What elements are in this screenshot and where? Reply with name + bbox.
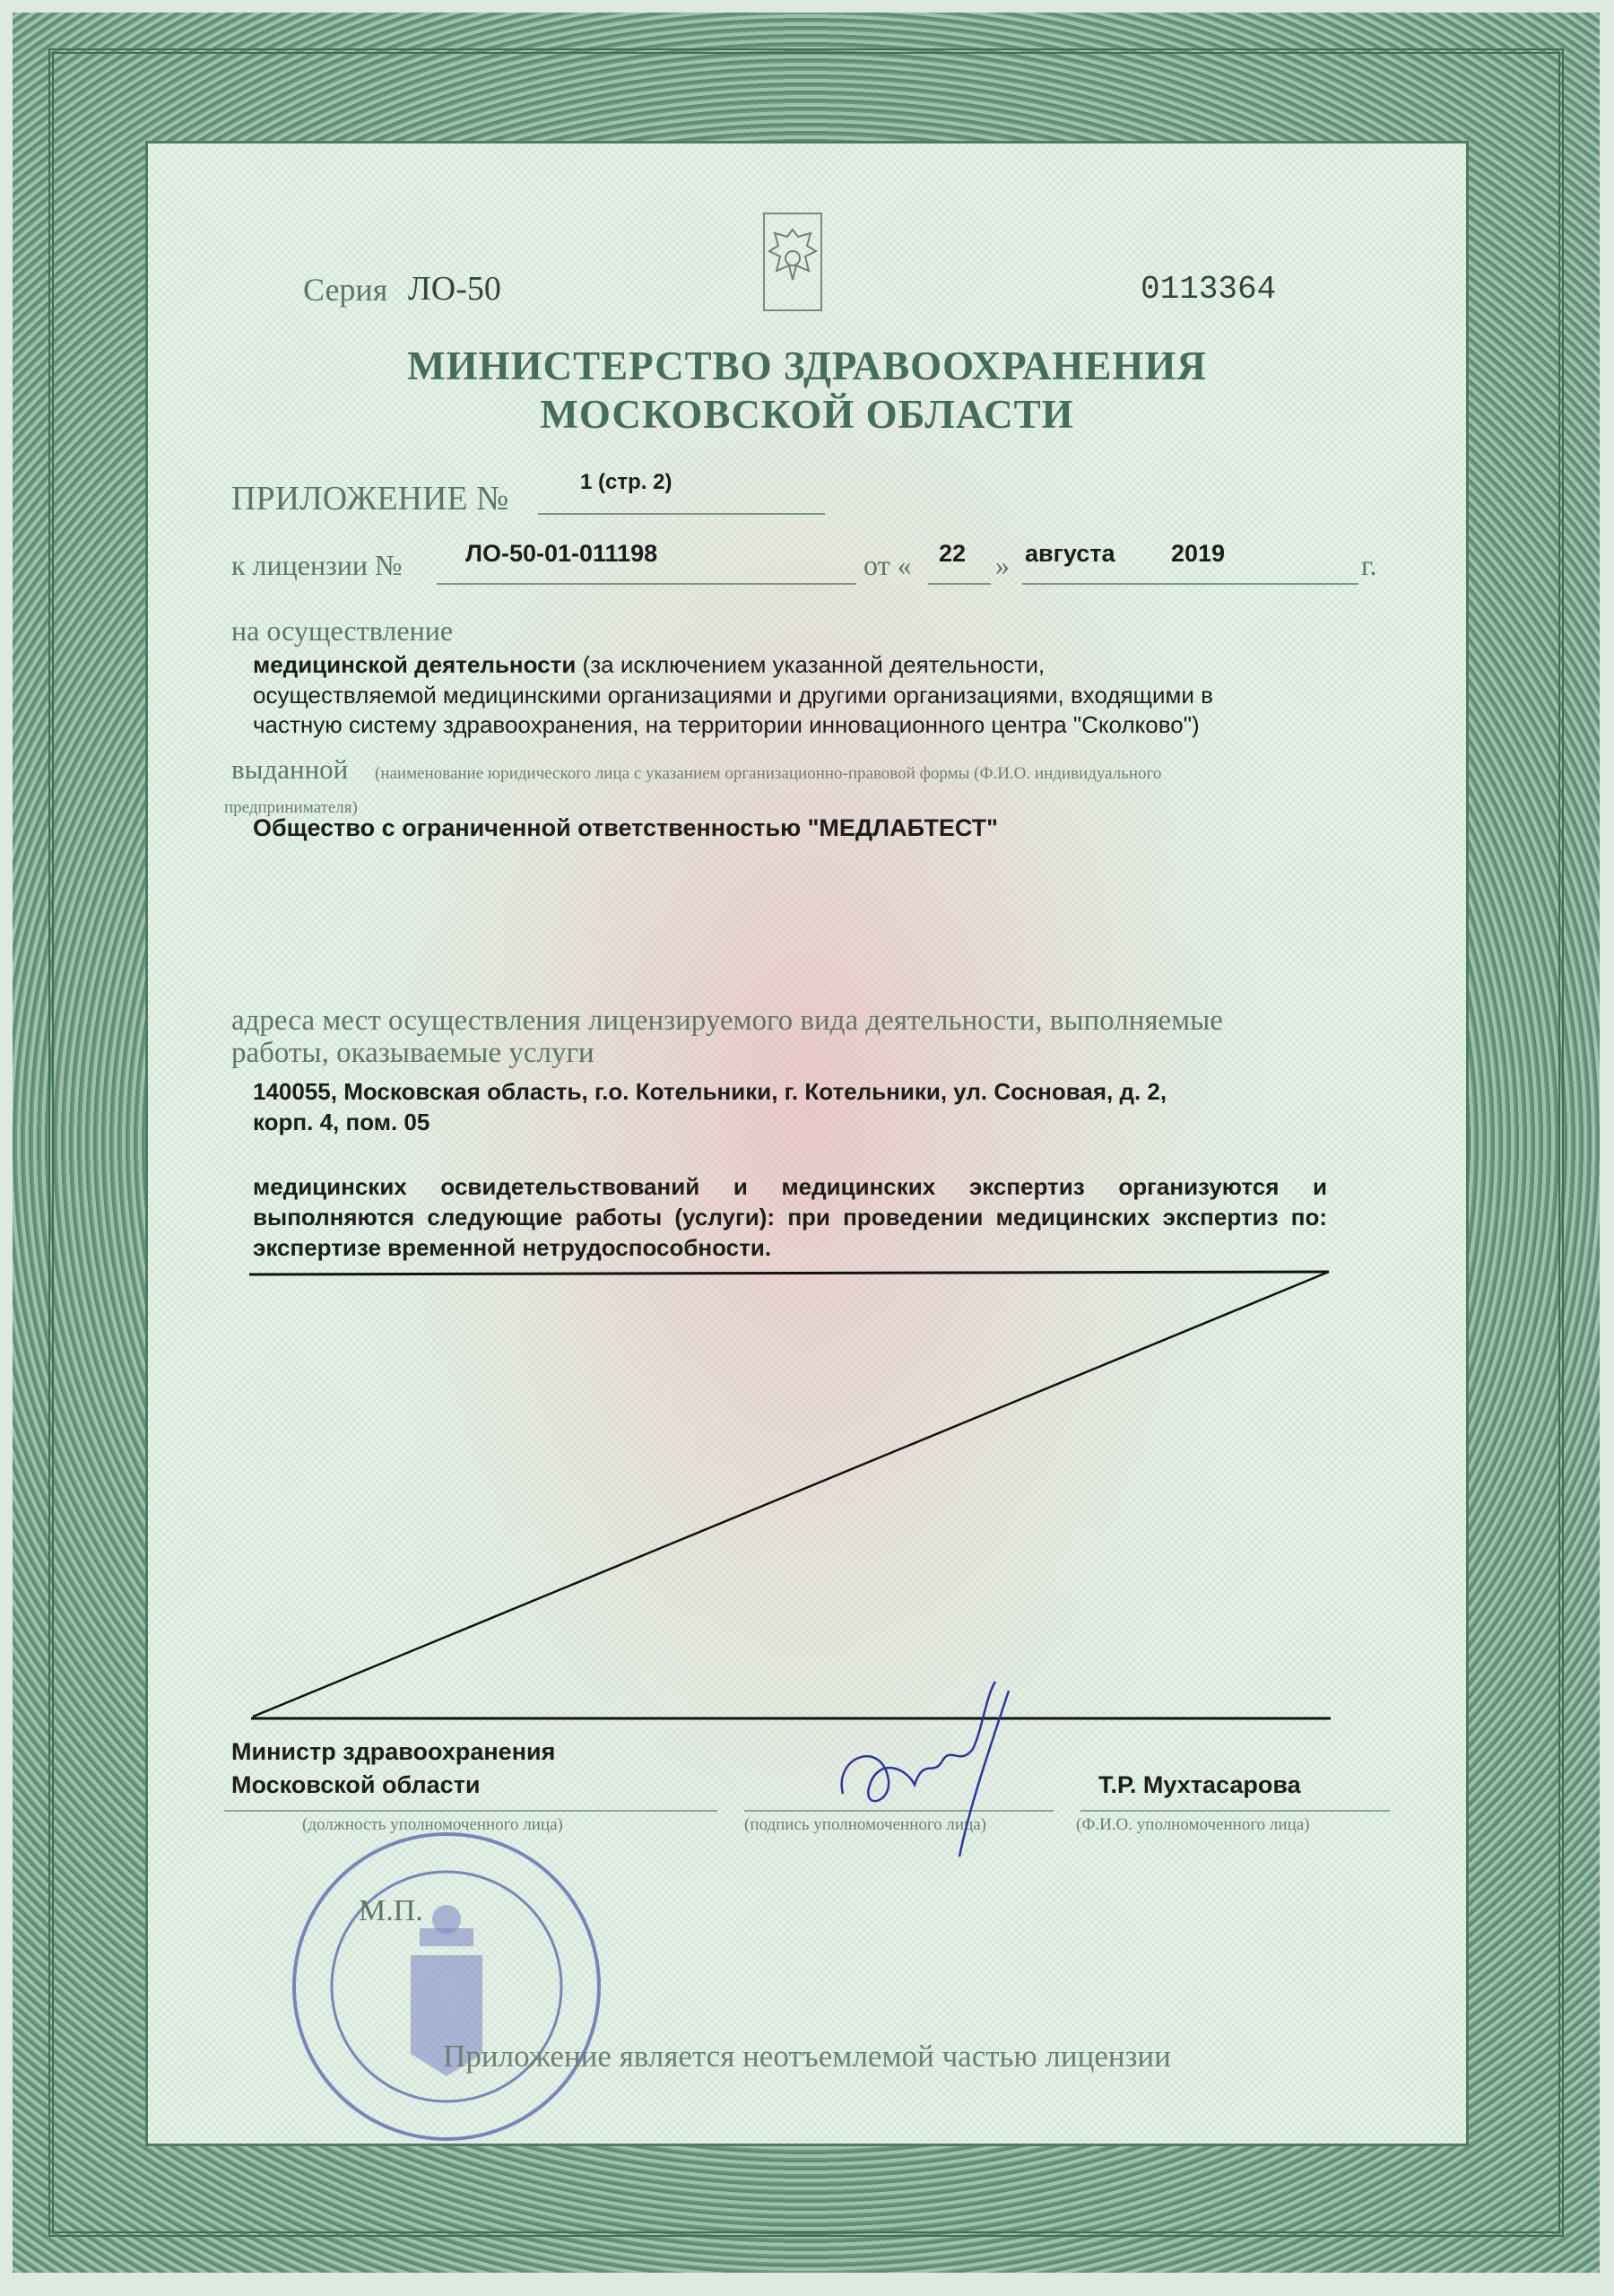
handwritten-signature bbox=[825, 1677, 1031, 1866]
license-month: августа bbox=[1025, 540, 1115, 567]
license-year-suffix: г. bbox=[1361, 549, 1377, 581]
official-stamp bbox=[285, 1821, 608, 2152]
license-number: ЛО-50-01-011198 bbox=[465, 540, 658, 567]
issued-hint2: предпринимателя) bbox=[224, 798, 358, 817]
issued-label: выданной bbox=[231, 753, 349, 785]
issued-organization: Общество с ограниченной ответственностью "МЕДЛАБТЕСТ" bbox=[253, 814, 998, 841]
caption-position: (должность уполномоченного лица) bbox=[302, 1815, 563, 1834]
appendix-label: ПРИЛОЖЕНИЕ № bbox=[231, 480, 509, 517]
signer-position-line1: Министр здравоохранения bbox=[231, 1738, 556, 1765]
addresses-label-line1: адреса мест осуществления лицензируемого вида деятельности, выполняемые bbox=[231, 1004, 1223, 1037]
diagonal-strike-line bbox=[253, 1272, 1329, 1717]
ministry-title-line2: МОСКОВСКОЙ ОБЛАСТИ bbox=[540, 392, 1074, 437]
activity-bold: медицинской деятельности bbox=[253, 651, 577, 678]
license-close-quote: » bbox=[995, 549, 1010, 581]
top-rule-line bbox=[249, 1272, 1329, 1274]
license-day: 22 bbox=[939, 540, 967, 567]
ministry-title-line1: МИНИСТЕРСТВО ЗДРАВООХРАНЕНИЯ bbox=[407, 344, 1207, 388]
activity-line2: осуществляемой медицинскими организациями и другими организациями, входящими в bbox=[253, 682, 1213, 709]
addresses-label-line2: работы, оказываемые услуги bbox=[231, 1037, 594, 1069]
issued-hint1: (наименование юридического лица с указанием организационно-правовой формы (Ф.И.О. индивидуального bbox=[375, 764, 1162, 783]
signer-name: Т.Р. Мухтасарова bbox=[1098, 1771, 1301, 1798]
appendix-number: 1 (стр. 2) bbox=[580, 470, 672, 494]
signer-position-line2: Московской области bbox=[231, 1771, 481, 1798]
seal-label: М.П. bbox=[359, 1894, 423, 1927]
footer-note: Приложение является неотъемлемой частью лицензии bbox=[443, 2039, 1171, 2074]
license-year: 2019 bbox=[1171, 540, 1226, 567]
services-text: медицинских освидетельствований и медицинских экспертиз организуются и выполняются следующие работы (услуги): при проведении медицинских экспертиз по: экспертизе временной нетрудоспособности. bbox=[253, 1173, 1327, 1261]
caption-signature: (подпись уполномоченного лица) bbox=[744, 1815, 987, 1834]
form-number: 0113364 bbox=[1141, 271, 1277, 308]
activity-line3: частную систему здравоохранения, на территории инновационного центра "Сколково") bbox=[253, 711, 1200, 738]
license-label: к лицензии № bbox=[231, 549, 403, 581]
caption-name: (Ф.И.О. уполномоченного лица) bbox=[1076, 1815, 1310, 1834]
series-label: Серия bbox=[303, 272, 388, 308]
address-line2: корп. 4, пом. 05 bbox=[253, 1109, 430, 1135]
activity-line1-rest: (за исключением указанной деятельности, bbox=[576, 651, 1046, 678]
address-line1: 140055, Московская область, г.о. Котельники, г. Котельники, ул. Сосновая, д. 2, bbox=[253, 1078, 1167, 1105]
activity-label: на осуществление bbox=[231, 614, 454, 647]
license-from-label: от « bbox=[863, 549, 912, 581]
series-value: ЛО-50 bbox=[408, 270, 501, 308]
